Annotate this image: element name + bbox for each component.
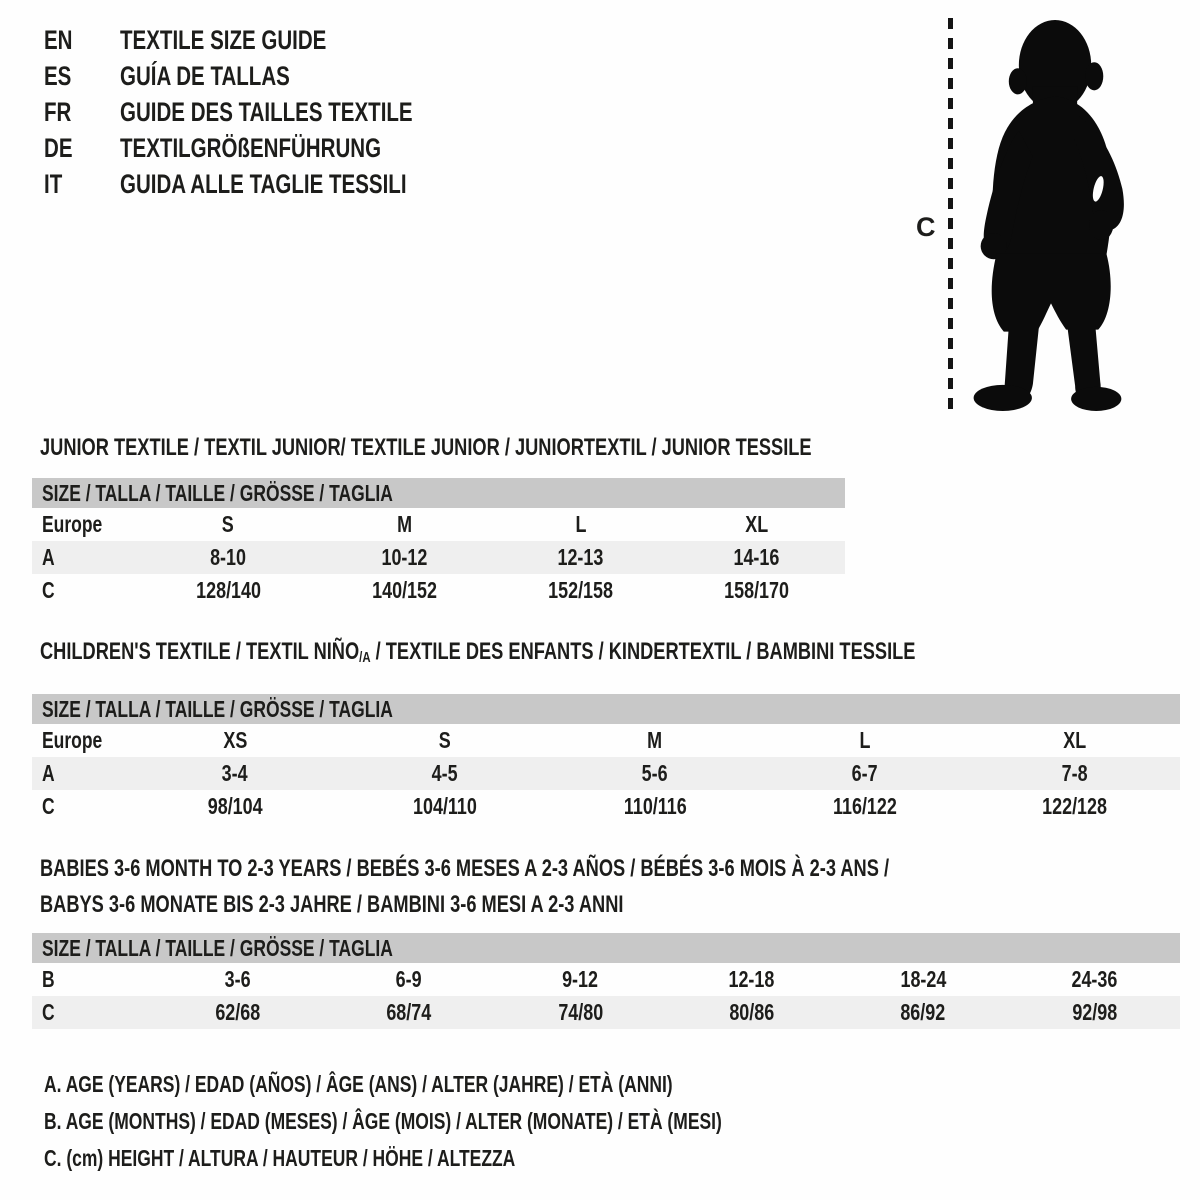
cell-value: 7-8 [1062,760,1088,786]
cell-value: 122/128 [1042,793,1108,819]
row-label-cell [32,574,140,607]
children-c-l [760,790,970,823]
lang-code-en [44,25,120,56]
col-label: L [575,511,587,537]
children-row-c [32,790,1180,823]
babies-b-2 [323,963,494,996]
cell-value: 116/122 [833,793,897,819]
babies-c-6 [1009,996,1180,1029]
children-title-text [40,637,915,673]
lang-row-fr [44,94,505,130]
row-label: A [42,760,55,786]
col-label: XL [1063,727,1087,753]
cell-value: 110/116 [623,793,687,819]
row-label-cell [32,541,140,574]
children-a-m [550,757,760,790]
col-label: M [647,727,663,753]
lang-row-de [44,130,505,166]
babies-b-4 [666,963,837,996]
children-row-a [32,757,1180,790]
col-label: L [859,727,871,753]
size-band-text: SIZE / TALLA / TAILLE / GRÖSSE / TAGLIA [42,695,393,722]
babies-size-band-row [32,933,1180,963]
junior-section [32,433,1055,607]
cell-value: 5-6 [642,760,668,786]
cell-value: 3-4 [222,760,248,786]
row-label: C [42,793,55,819]
row-label-cell [32,790,130,823]
size-band-text: SIZE / TALLA / TAILLE / GRÖSSE / TAGLIA [42,934,393,961]
col-label: XS [223,727,247,753]
cell-value: 3-6 [224,966,251,992]
children-col-l [760,724,970,757]
babies-b-1 [152,963,323,996]
babies-c-3 [495,996,666,1029]
children-section [32,637,1192,823]
cell-value: 128/140 [195,577,261,603]
babies-title-line2: BABYS 3-6 MONATE BIS 2-3 JAHRE / BAMBINI 3-6 MESI A 2-3 ANNI [40,891,624,918]
lang-label-en: TEXTILE SIZE GUIDE [120,24,327,55]
row-label: B [42,966,55,992]
junior-c-xl [669,574,845,607]
lang-code-text: DE [44,132,73,163]
babies-row-c [32,996,1180,1029]
lang-code-text: ES [44,60,72,91]
babies-c-1 [152,996,323,1029]
height-measure-label: C [916,212,936,242]
junior-col-m [316,508,492,541]
junior-a-s [140,541,316,574]
children-size-table [32,694,1180,823]
language-header [44,22,505,202]
children-col-xl [970,724,1180,757]
cell-value: 12-13 [557,544,604,570]
children-section-title [40,637,1192,673]
junior-row-c [32,574,845,607]
lang-code-text: EN [44,24,73,55]
row-label-cell [32,757,130,790]
children-c-xl [970,790,1180,823]
babies-row-b [32,963,1180,996]
junior-columns-row [32,508,845,541]
babies-c-5 [837,996,1008,1029]
children-a-s [340,757,550,790]
lang-label-de: TEXTILGRÖßENFÜHRUNG [120,132,382,163]
children-col-m [550,724,760,757]
legend-line-c [44,1140,936,1177]
row-label-cell [32,996,152,1029]
size-band-cell [32,478,845,508]
lang-row-it [44,166,505,202]
legend-line-b [44,1103,936,1140]
lang-code-de [44,133,120,164]
cell-value: 74/80 [557,999,603,1025]
cell-value: 68/74 [386,999,432,1025]
babies-b-6 [1009,963,1180,996]
junior-section-title [40,433,1055,463]
cell-value: 14-16 [733,544,780,570]
cell-value: 158/170 [724,577,790,603]
junior-c-m [316,574,492,607]
row-label: C [42,999,55,1025]
cell-value: 86/92 [900,999,946,1025]
children-size-band-row [32,694,1180,724]
babies-section [32,851,1180,1029]
junior-row-a [32,541,845,574]
col-label: S [222,511,235,537]
lang-code-it [44,169,120,200]
row-label-cell [32,963,152,996]
junior-a-m [316,541,492,574]
cell-value: 6-7 [852,760,878,786]
junior-size-table [32,478,845,607]
babies-c-2 [323,996,494,1029]
junior-title-text: JUNIOR TEXTILE / TEXTIL JUNIOR/ TEXTILE JUNIOR / JUNIORTEXTIL / JUNIOR TESSILE [40,434,812,461]
cell-value: 4-5 [432,760,458,786]
junior-size-band-row [32,478,845,508]
junior-region-cell [32,508,140,541]
children-title-suffix: / TEXTILE DES ENFANTS / KINDERTEXTIL / BAMBINI TESSILE [370,638,916,665]
lang-code-text: IT [44,168,63,199]
size-band-cell [32,694,1180,724]
lang-code-fr [44,97,120,128]
junior-a-xl [669,541,845,574]
children-a-l [760,757,970,790]
babies-b-5 [837,963,1008,996]
legend [44,1066,936,1177]
children-title-sub: /A [359,649,371,666]
col-label: XL [745,511,769,537]
cell-value: 9-12 [562,966,599,992]
cell-value: 80/86 [729,999,775,1025]
cell-value: 62/68 [215,999,261,1025]
lang-label-fr: GUIDE DES TAILLES TEXTILE [120,96,413,127]
children-col-s [340,724,550,757]
row-label: C [42,577,55,603]
lang-code-es [44,61,120,92]
legend-line-a [44,1066,936,1103]
children-c-xs [130,790,340,823]
cell-value: 8-10 [210,544,247,570]
col-label: S [439,727,451,753]
lang-label-es: GUÍA DE TALLAS [120,60,290,91]
toddler-silhouette-icon [966,18,1134,416]
legend-text-a: A. AGE (YEARS) / EDAD (AÑOS) / ÂGE (ANS) / ALTER (JAHRE) / ETÀ (ANNI) [44,1071,673,1097]
junior-a-l [493,541,669,574]
junior-col-xl [669,508,845,541]
cell-value: 92/98 [1071,999,1117,1025]
lang-code-text: FR [44,96,72,127]
children-a-xl [970,757,1180,790]
junior-col-l [493,508,669,541]
junior-c-l [493,574,669,607]
children-col-xs [130,724,340,757]
children-c-m [550,790,760,823]
babies-b-3 [495,963,666,996]
cell-value: 140/152 [371,577,437,603]
cell-value: 18-24 [900,966,946,992]
children-region-cell [32,724,130,757]
cell-value: 12-18 [728,966,775,992]
cell-value: 24-36 [1071,966,1118,992]
cell-value: 104/110 [413,793,477,819]
babies-size-table [32,933,1180,1029]
babies-title-line1: BABIES 3-6 MONTH TO 2-3 YEARS / BEBÉS 3-6 MESES A 2-3 AÑOS / BÉBÉS 3-6 MOIS À 2-3 ANS / [40,855,890,882]
region-label: Europe [42,727,103,753]
cell-value: 10-12 [381,544,428,570]
lang-label-it: GUIDA ALLE TAGLIE TESSILI [120,168,407,199]
cell-value: 98/104 [207,793,263,819]
region-label: Europe [42,511,103,537]
legend-text-b: B. AGE (MONTHS) / EDAD (MESES) / ÂGE (MOIS) / ALTER (MONATE) / ETÀ (MESI) [44,1108,722,1134]
row-label: A [42,544,55,570]
lang-row-en [44,22,505,58]
babies-c-4 [666,996,837,1029]
children-title-prefix: CHILDREN'S TEXTILE / TEXTIL NIÑO [40,638,360,665]
height-dashed-line [948,18,953,416]
legend-text-c: C. (cm) HEIGHT / ALTURA / HAUTEUR / HÖHE / ALTEZZA [44,1145,516,1171]
children-a-xs [130,757,340,790]
size-band-cell [32,933,1180,963]
cell-value: 6-9 [396,966,422,992]
lang-row-es [44,58,505,94]
junior-col-s [140,508,316,541]
babies-section-title [40,851,1180,923]
size-band-text: SIZE / TALLA / TAILLE / GRÖSSE / TAGLIA [42,479,393,506]
children-c-s [340,790,550,823]
cell-value: 152/158 [548,577,614,603]
junior-c-s [140,574,316,607]
children-columns-row [32,724,1180,757]
col-label: M [396,511,412,537]
